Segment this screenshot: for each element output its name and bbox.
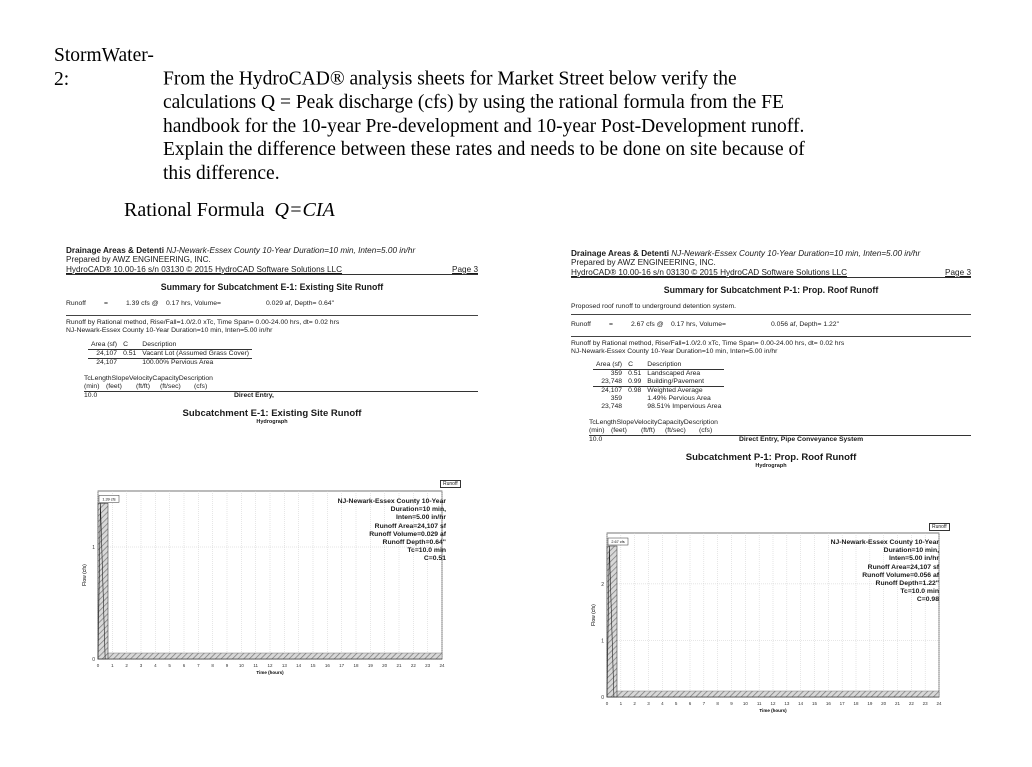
legend-runoff: Runoff	[440, 480, 461, 488]
x-tick-label: 16	[324, 663, 330, 668]
x-tick-label: 19	[367, 663, 373, 668]
x-tick-label: 1	[619, 701, 623, 706]
x-tick-label: 2	[125, 663, 128, 668]
method-line-2: NJ-Newark-Essex County 10-Year Duration=10 min, Inten=5.00 in/hr	[571, 347, 778, 355]
problem-line-2: calculations Q = Peak discharge (cfs) by using the rational formula from the FE	[163, 92, 784, 113]
method-line-1: Runoff by Rational method, Rise/Fall=1.0/2.0 xTc, Time Span= 0.00-24.00 hrs, dt= 0.02 hrs	[571, 339, 845, 347]
x-tick-label: 8	[211, 663, 214, 668]
x-tick-label: 20	[881, 701, 887, 706]
y-axis-label: Flow (cfs)	[591, 604, 597, 626]
hydrograph-label: Hydrograph	[755, 462, 787, 469]
problem-line-5: this difference.	[163, 162, 280, 184]
chart-notes: NJ-Newark-Essex County 10-Year Duration=10 min, Inten=5.00 in/hr Runoff Area=24,107 sf Runoff Volume=0.029 af Runoff Depth=0.64" Tc=10.0 min C=0.51	[337, 498, 446, 563]
page-number: Page 3	[945, 267, 971, 277]
x-tick-label: 11	[253, 663, 259, 668]
x-tick-label: 20	[382, 663, 388, 668]
method-line-2: NJ-Newark-Essex County 10-Year Duration=10 min, Inten=5.00 in/hr	[66, 326, 273, 334]
legend-runoff: Runoff	[929, 523, 950, 531]
x-tick-label: 17	[339, 663, 345, 668]
x-tick-label: 17	[839, 701, 845, 706]
x-tick-label: 24	[936, 701, 942, 706]
x-tick-label: 9	[225, 663, 229, 668]
x-tick-label: 9	[730, 701, 733, 706]
x-axis-label: Time (hours)	[256, 670, 284, 675]
x-tick-label: 23	[922, 701, 928, 706]
x-tick-label: 22	[908, 701, 914, 706]
tc-table: TcLengthSlopeVelocityCapacityDescription (min) (feet) (ft/ft) (ft/sec) (cfs) 10.0 Direct Entry, Pipe Conveyance System	[589, 419, 971, 444]
x-tick-label: 12	[267, 663, 273, 668]
runoff-summary: Runoff = 2.67 cfs @ 0.17 hrs, Volume= 0.056 af, Depth= 1.22"	[571, 320, 839, 328]
x-tick-label: 6	[182, 663, 186, 668]
y-tick-label: 2	[601, 581, 604, 588]
x-tick-label: 16	[825, 701, 831, 706]
problem-label: StormWater-2:	[54, 45, 154, 90]
sheet-header: Drainage Areas & Detenti NJ-Newark-Essex County 10-Year Duration=10 min, Inten=5.00 in/hr Prepared by AWZ ENGINEERING, INC. HydroCAD® 10.00-16 s/n 03130 © 2015 HydroCAD Software Solutions LLC Page 3	[571, 249, 971, 277]
rational-formula: Rational Formula Q=CIA	[124, 199, 335, 221]
x-axis-label: Time (hours)	[759, 708, 787, 713]
x-tick-label: 3	[139, 663, 143, 668]
problem-line-4: Explain the difference between these rates and needs to be done on site because of	[163, 139, 805, 160]
x-tick-label: 0	[605, 701, 609, 706]
method-line-1: Runoff by Rational method, Rise/Fall=1.0/2.0 xTc, Time Span= 0.00-24.00 hrs, dt= 0.02 hrs	[66, 318, 340, 326]
x-tick-label: 23	[425, 663, 431, 668]
hydrograph-title: Subcatchment P-1: Prop. Roof Runoff	[685, 451, 857, 463]
proposed-note: Proposed roof runoff to underground detention system.	[571, 302, 736, 310]
rational-equation: Q=CIA	[274, 199, 335, 221]
x-tick-label: 5	[168, 663, 171, 668]
x-tick-label: 4	[154, 663, 157, 668]
x-tick-label: 2	[633, 701, 636, 706]
hydrograph-label: Hydrograph	[256, 418, 288, 425]
runoff-baseline-band	[607, 691, 939, 697]
peak-label: 2.67 cfs	[611, 540, 625, 545]
x-tick-label: 11	[756, 701, 762, 706]
area-table: Area (sf) C Description 24,107 0.51 Vacant Lot (Assumed Grass Cover) 24,107 100.00% Pervious Area	[88, 341, 252, 367]
x-tick-label: 5	[674, 701, 678, 706]
x-tick-label: 0	[96, 663, 100, 668]
page-number: Page 3	[452, 264, 478, 274]
x-tick-label: 14	[798, 701, 804, 706]
runoff-baseline-band	[98, 653, 442, 659]
y-tick-label: 1	[92, 545, 95, 551]
x-tick-label: 1	[111, 663, 114, 668]
x-tick-label: 14	[296, 663, 302, 668]
area-table: Area (sf) C Description 359 0.51 Landscaped Area 23,748 0.99 Building/Pavement 24,107 0.98 Weighted Average 359 1.49% Pervious Area 23,748 98.51% Impervious Area	[593, 361, 724, 411]
problem-statement	[54, 44, 994, 185]
x-tick-label: 3	[647, 701, 650, 706]
x-tick-label: 24	[439, 663, 445, 668]
y-tick-label: 0	[92, 657, 95, 663]
runoff-series-area	[607, 546, 617, 697]
x-tick-label: 19	[867, 701, 873, 706]
x-tick-label: 10	[742, 701, 748, 706]
x-tick-label: 10	[238, 663, 244, 668]
hydrograph-title: Subcatchment E-1: Existing Site Runoff	[182, 407, 362, 419]
x-tick-label: 7	[197, 663, 200, 668]
x-tick-label: 13	[784, 701, 790, 706]
x-tick-label: 8	[716, 701, 719, 706]
summary-title: Summary for Subcatchment E-1: Existing Site Runoff	[160, 281, 384, 292]
x-tick-label: 18	[353, 663, 359, 668]
sheet-header: Drainage Areas & Detenti NJ-Newark-Essex County 10-Year Duration=10 min, Inten=5.00 in/hr Prepared by AWZ ENGINEERING, INC. HydroCAD® 10.00-16 s/n 03130 © 2015 HydroCAD Software Solutions LLC Page 3	[66, 246, 478, 274]
y-tick-label: 1	[601, 638, 604, 645]
chart-notes: NJ-Newark-Essex County 10-Year Duration=10 min, Inten=5.00 in/hr Runoff Area=24,107 sf Runoff Volume=0.056 af Runoff Depth=1.22" Tc=10.0 min C=0.98	[830, 539, 939, 604]
y-axis-label: Flow (cfs)	[82, 564, 88, 586]
x-tick-label: 6	[688, 701, 692, 706]
x-tick-label: 21	[894, 701, 901, 706]
peak-label: 1.39 cfs	[102, 497, 116, 502]
y-tick-label: 0	[601, 695, 604, 701]
x-tick-label: 21	[396, 663, 402, 668]
x-tick-label: 22	[410, 663, 416, 668]
tc-table: TcLengthSlopeVelocityCapacityDescription (min) (feet) (ft/ft) (ft/sec) (cfs) 10.0 Direct Entry,	[84, 375, 478, 400]
x-tick-label: 18	[853, 701, 859, 706]
x-tick-label: 15	[811, 701, 818, 706]
problem-line-3: handbook for the 10-year Pre-development and 10-year Post-Development runoff.	[163, 115, 805, 137]
x-tick-label: 13	[281, 663, 287, 668]
x-tick-label: 4	[661, 701, 664, 706]
summary-title: Summary for Subcatchment P-1: Prop. Roof Runoff	[663, 284, 879, 295]
x-tick-label: 12	[770, 701, 776, 706]
x-tick-label: 15	[310, 663, 316, 668]
hydrocad-sheet-existing	[66, 246, 478, 720]
x-tick-label: 7	[702, 701, 706, 706]
problem-line-1: StormWater-2: From the HydroCAD® analysis sheets for Market Street below verify the	[54, 45, 737, 90]
hydrocad-sheet-proposed	[571, 249, 971, 717]
runoff-summary: Runoff = 1.39 cfs @ 0.17 hrs, Volume= 0.029 af, Depth= 0.64"	[66, 299, 334, 307]
